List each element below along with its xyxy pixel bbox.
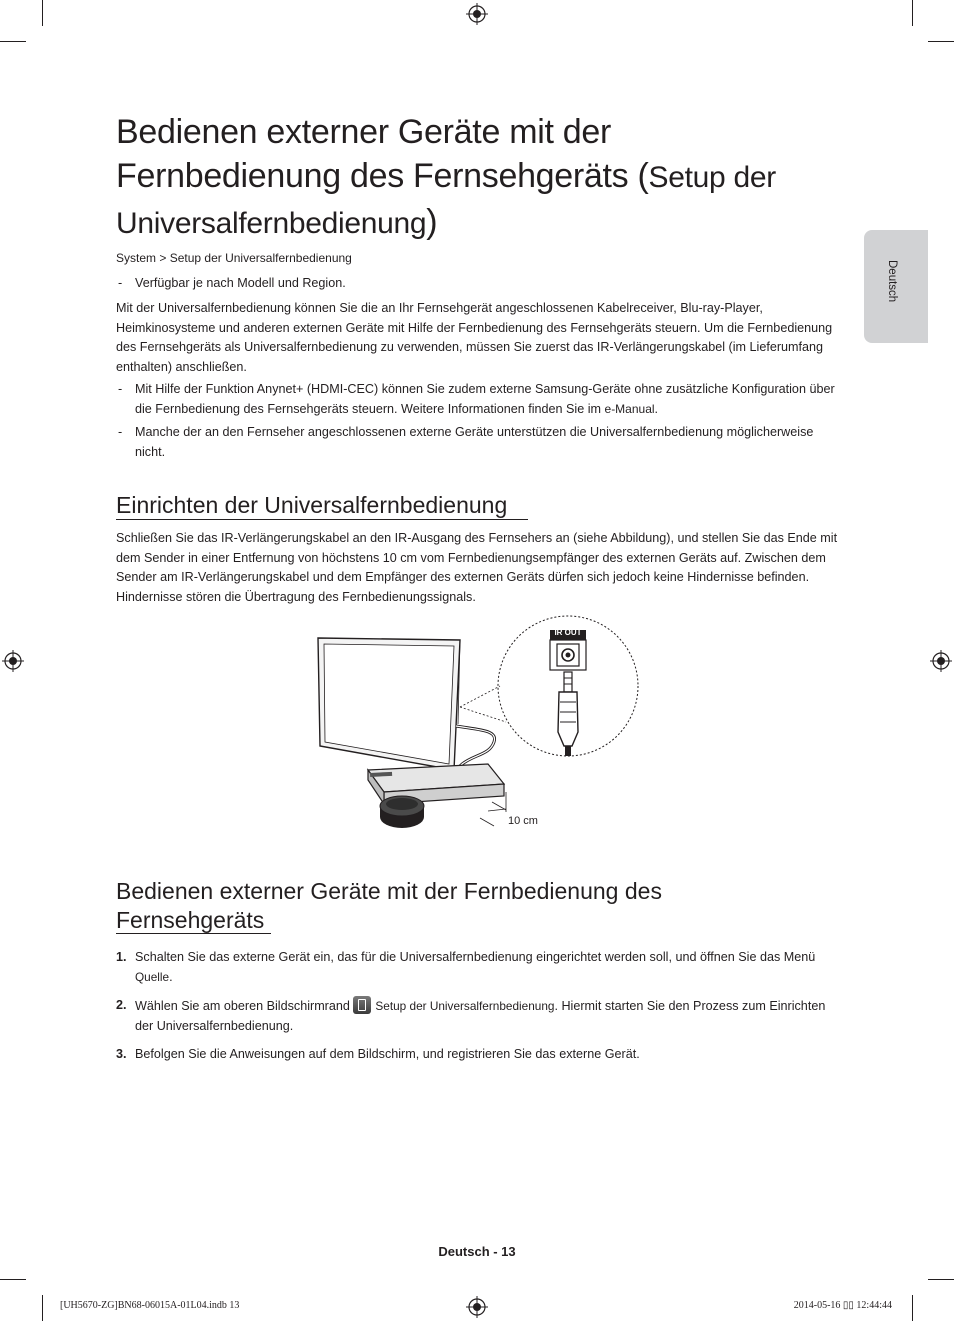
universal-remote-setup-icon — [353, 996, 371, 1014]
crop-mark — [928, 41, 954, 42]
language-tab — [864, 230, 928, 343]
print-slug-right: 2014-05-16 ▯▯ 12:44:44 — [793, 1300, 892, 1311]
registration-mark-icon — [2, 650, 24, 672]
registration-mark-icon — [930, 650, 952, 672]
note-support: - Manche der an den Fernseher angeschlossenen externe Geräte unterstützen die Universalfernbedienung möglicherweise nicht. — [118, 425, 814, 459]
crop-mark — [912, 1295, 913, 1321]
heading-underline — [116, 519, 528, 520]
crop-mark — [928, 1279, 954, 1280]
note-anynet: - Mit Hilfe der Funktion Anynet+ (HDMI-CEC) können Sie zudem externe Samsung-Geräte ohne zusätzliche Konfiguration über die Fernbedienung des Fernsehgeräts steuern. Weitere Informationen finden Sie im e-Manual. — [118, 382, 835, 416]
step-2: 2. Wählen Sie am oberen Bildschirmrand Setup der Universalfernbedienung. Hiermit starten Sie den Prozess zum Einrichten der Universalfernbedienung. — [116, 998, 826, 1033]
ir-out-label: IR OUT — [554, 628, 582, 637]
note-availability: - Verfügbar je nach Modell und Region. — [118, 276, 346, 290]
page-footer: Deutsch - 13 — [438, 1244, 516, 1259]
menu-path: System > Setup der Universalfernbedienung — [116, 251, 352, 265]
crop-mark — [42, 1295, 43, 1321]
ir-cable-diagram — [310, 612, 640, 837]
ui-term-setup: Setup der Universalfernbedienung — [375, 999, 555, 1013]
crop-mark — [912, 0, 913, 26]
crop-mark — [0, 1279, 26, 1280]
language-tab-label: Deutsch — [886, 260, 898, 303]
distance-label: 10 cm — [508, 815, 538, 827]
step-1: 1. Schalten Sie das externe Gerät ein, das für die Universalfernbedienung eingerichtet werden soll, und öffnen Sie das Menü Quelle. — [116, 950, 816, 984]
intro-paragraph: Mit der Universalfernbedienung können Sie die an Ihr Fernsehgerät angeschlossenen Kabelreceiver, Blu-ray-Player, Heimkinosysteme und anderen externen Geräte mit Hilfe der Fernbedienung des Fernsehgeräts steuern. Um die Fernbedienung des Fernsehgeräts als Universalfernbedienung zu verwenden, müssen Sie zuerst das IR-Verlängerungskabel (im Lieferumfang enthalten) anschließen. — [116, 301, 833, 374]
crop-mark — [0, 41, 26, 42]
print-slug-left: [UH5670-ZG]BN68-06015A-01L04.indb 13 — [60, 1300, 240, 1311]
registration-mark-icon — [466, 3, 488, 25]
step-3: 3. Befolgen Sie die Anweisungen auf dem Bildschirm, und registrieren Sie das externe Gerät. — [116, 1047, 640, 1061]
page-title: Bedienen externer Geräte mit der Fernbedienung des Fernsehgeräts (Setup der Universalfernbedienung) — [116, 113, 776, 241]
section-heading-operate: Bedienen externer Geräte mit der Fernbedienung des Fernsehgeräts — [116, 878, 662, 933]
heading-underline — [116, 933, 271, 934]
ui-term-quelle: Quelle — [135, 969, 170, 984]
registration-mark-icon — [466, 1296, 488, 1318]
crop-mark — [42, 0, 43, 26]
section-heading-setup: Einrichten der Universalfernbedienung — [116, 492, 508, 518]
e-manual-reference: e-Manual — [604, 401, 655, 416]
setup-paragraph: Schließen Sie das IR-Verlängerungskabel an den IR-Ausgang des Fernsehers an (siehe Abbildung), und stellen Sie das Ende mit dem Sender in einer Entfernung von höchstens 10 cm vom Fernbedienungsempfänger des externen Geräts auf. Zwischen dem Sender am IR-Verlängerungskabel und dem Empfänger des externen Geräts dürfen sich jedoch keine Hindernisse befinden. Hindernisse stören die Übertragung des Fernbedienungssignals. — [116, 531, 838, 604]
